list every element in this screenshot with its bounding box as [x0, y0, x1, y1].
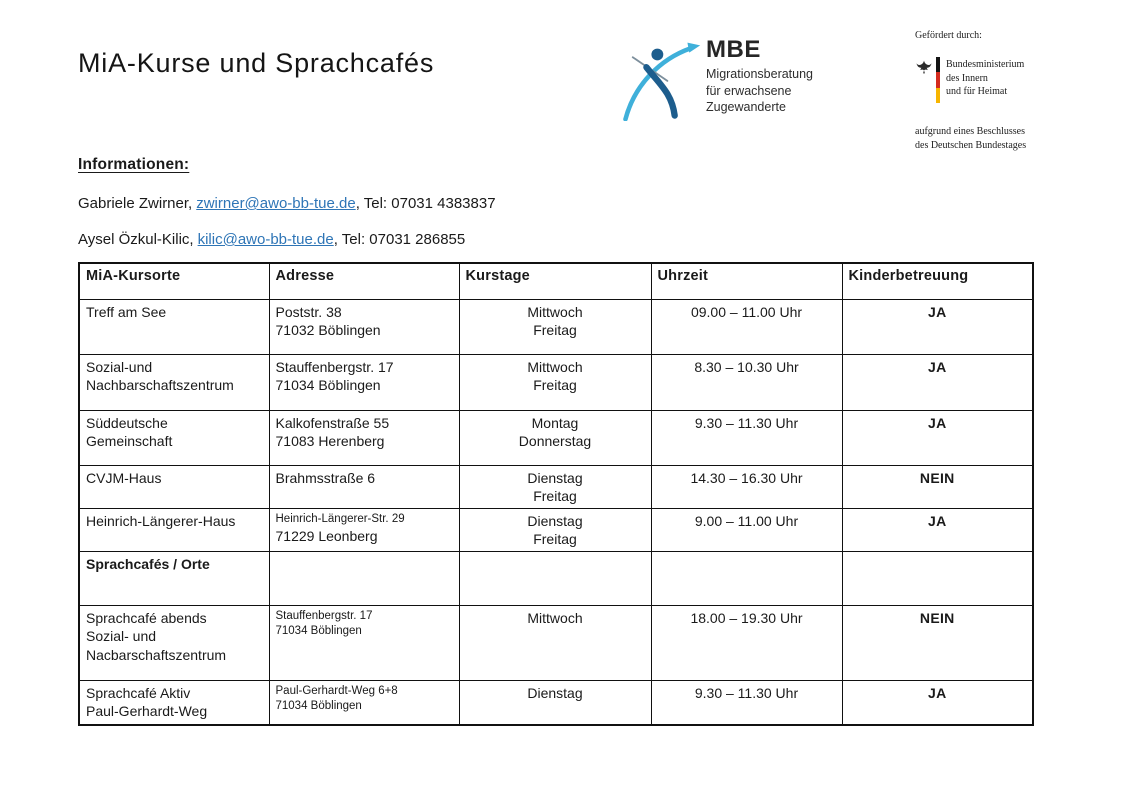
mbe-logo — [620, 36, 813, 121]
table-cell — [842, 552, 1033, 606]
kinderbetreuung-cell: JA — [842, 410, 1033, 465]
funding-label: Gefördert durch: — [915, 30, 982, 41]
kurstag-line: Mittwoch — [527, 358, 583, 375]
table-cell — [269, 465, 459, 508]
adresse-line: Paul-Gerhardt-Weg 6+8 — [275, 685, 398, 698]
table-cell — [79, 354, 269, 410]
kurse-table — [78, 262, 1034, 726]
table-cell — [269, 354, 459, 410]
column-header-kurstage: Kurstage — [459, 263, 651, 299]
ministry-name — [946, 57, 1024, 99]
adresse-line: 71034 Böblingen — [275, 376, 381, 393]
contact-name: Gabriele Zwirner, — [78, 195, 193, 212]
table-cell — [459, 465, 651, 508]
kursort-line: Treff am See — [86, 303, 167, 320]
contact-name: Aysel Özkul-Kilic, — [78, 231, 194, 248]
kursort-line: Sozial- und — [86, 628, 157, 645]
table-cell — [459, 354, 651, 410]
kurstag-line: Freitag — [533, 376, 577, 393]
contact-line-1 — [78, 195, 496, 212]
kursort-line: CVJM-Haus — [86, 469, 162, 486]
kursort-line: Paul-Gerhardt-Weg — [86, 703, 208, 720]
german-flag-bar — [936, 57, 940, 103]
table-row — [79, 508, 1033, 551]
table-cell — [269, 681, 459, 725]
email-link[interactable]: zwirner@awo-bb-tue.de — [196, 195, 356, 212]
info-heading: Informationen: — [78, 156, 190, 173]
funding-block — [915, 30, 1045, 153]
kinderbetreuung-cell: JA — [842, 508, 1033, 551]
adresse-line: Stauffenbergstr. 17 — [275, 358, 394, 375]
table-row — [79, 552, 1033, 606]
kursort-line: Sprachcafé abends — [86, 610, 207, 627]
contact-tel: , Tel: 07031 286855 — [333, 231, 466, 248]
kursort-line: Nacbarschaftszentrum — [86, 646, 227, 663]
kinderbetreuung-cell: NEIN — [842, 465, 1033, 508]
kursort-line: Nachbarschaftszentrum — [86, 376, 234, 393]
adresse-line: 71083 Herenberg — [275, 432, 385, 449]
adresse-line: Heinrich-Längerer-Str. 29 — [275, 512, 405, 525]
table-row — [79, 681, 1033, 725]
table-cell — [269, 508, 459, 551]
kurstag-line: Freitag — [533, 321, 577, 338]
funding-note-line-1: aufgrund eines Beschlusses — [915, 126, 1025, 137]
kurstag-line: Mittwoch — [527, 610, 583, 627]
table-cell — [79, 410, 269, 465]
uhrzeit-cell: 9.30 – 11.30 Uhr — [651, 681, 842, 725]
kurstag-line: Freitag — [533, 487, 577, 504]
kurstag-line: Montag — [531, 414, 579, 431]
ministry-line-3: und für Heimat — [946, 86, 1008, 97]
flag-red-stripe — [936, 72, 940, 87]
section-label-cell: Sprachcafés / Orte — [79, 552, 269, 606]
mbe-tagline-line-1: Migrationsberatung — [706, 67, 814, 81]
funding-note-line-2: des Deutschen Bundestages — [915, 140, 1027, 151]
bundesadler-icon — [915, 58, 933, 76]
adresse-line: 71229 Leonberg — [275, 527, 378, 544]
kurstag-line: Dienstag — [527, 469, 583, 486]
mbe-tagline-line-3: Zugewanderte — [706, 100, 786, 114]
kurstag-line: Donnerstag — [518, 432, 592, 449]
email-link[interactable]: kilic@awo-bb-tue.de — [197, 231, 334, 248]
uhrzeit-cell: 9.00 – 11.00 Uhr — [651, 508, 842, 551]
kurstag-line: Mittwoch — [527, 303, 583, 320]
kursort-line: Süddeutsche — [86, 414, 168, 431]
column-header-uhrzeit: Uhrzeit — [651, 263, 842, 299]
column-header-adresse: Adresse — [269, 263, 459, 299]
adresse-line: Stauffenbergstr. 17 — [275, 610, 373, 623]
adresse-line: Brahmsstraße 6 — [275, 469, 376, 486]
table-cell — [79, 299, 269, 354]
mbe-figure-icon — [620, 39, 702, 121]
uhrzeit-cell: 14.30 – 16.30 Uhr — [651, 465, 842, 508]
mbe-acronym: MBE — [706, 36, 761, 63]
table-row — [79, 410, 1033, 465]
kursort-line: Sprachcafé Aktiv — [86, 685, 191, 702]
table-cell — [79, 508, 269, 551]
table-cell — [79, 681, 269, 725]
table-cell — [269, 410, 459, 465]
kursort-line: Gemeinschaft — [86, 432, 173, 449]
kurstag-line: Dienstag — [527, 685, 583, 702]
table-row — [79, 299, 1033, 354]
kinderbetreuung-cell: JA — [842, 299, 1033, 354]
table-cell — [459, 681, 651, 725]
kurstag-line: Freitag — [533, 531, 577, 548]
uhrzeit-cell: 09.00 – 11.00 Uhr — [651, 299, 842, 354]
table-cell — [459, 410, 651, 465]
info-section — [78, 156, 496, 267]
adresse-line: 71034 Böblingen — [275, 700, 362, 713]
table-cell — [651, 552, 842, 606]
flag-black-stripe — [936, 57, 940, 72]
table-header-row — [79, 263, 1033, 299]
table-row — [79, 606, 1033, 681]
kinderbetreuung-cell: JA — [842, 681, 1033, 725]
table-cell — [459, 606, 651, 681]
flag-gold-stripe — [936, 88, 940, 103]
ministry-line-1: Bundesministerium — [946, 59, 1025, 70]
adresse-line: 71032 Böblingen — [275, 321, 381, 338]
table-cell — [459, 552, 651, 606]
ministry-logo — [915, 57, 1045, 103]
column-header-kinderbetreuung: Kinderbetreuung — [842, 263, 1033, 299]
uhrzeit-cell: 9.30 – 11.30 Uhr — [651, 410, 842, 465]
adresse-line: Poststr. 38 — [275, 303, 342, 320]
kurstag-line: Dienstag — [527, 512, 583, 529]
table-cell — [459, 299, 651, 354]
kinderbetreuung-cell: JA — [842, 354, 1033, 410]
uhrzeit-cell: 8.30 – 10.30 Uhr — [651, 354, 842, 410]
table-cell — [269, 552, 459, 606]
page-title: MiA-Kurse und Sprachcafés — [78, 48, 435, 78]
ministry-line-2: des Innern — [946, 72, 988, 84]
mbe-logo-text — [706, 36, 813, 116]
table-row — [79, 465, 1033, 508]
kursort-line: Heinrich-Längerer-Haus — [86, 512, 236, 529]
table-cell — [269, 606, 459, 681]
table-cell — [79, 606, 269, 681]
kinderbetreuung-cell: NEIN — [842, 606, 1033, 681]
funding-note — [915, 125, 1045, 153]
table-row — [79, 354, 1033, 410]
table-cell — [79, 465, 269, 508]
uhrzeit-cell: 18.00 – 19.30 Uhr — [651, 606, 842, 681]
contact-tel: , Tel: 07031 4383837 — [355, 195, 496, 212]
table-cell — [459, 508, 651, 551]
adresse-line: Kalkofenstraße 55 — [275, 414, 390, 431]
mbe-tagline-line-2: für erwachsene — [706, 83, 792, 98]
contact-line-2 — [78, 231, 496, 248]
kursort-line: Sozial-und — [86, 358, 153, 375]
table-cell — [269, 299, 459, 354]
adresse-line: 71034 Böblingen — [275, 625, 362, 638]
column-header-kursorte: MiA-Kursorte — [79, 263, 269, 299]
